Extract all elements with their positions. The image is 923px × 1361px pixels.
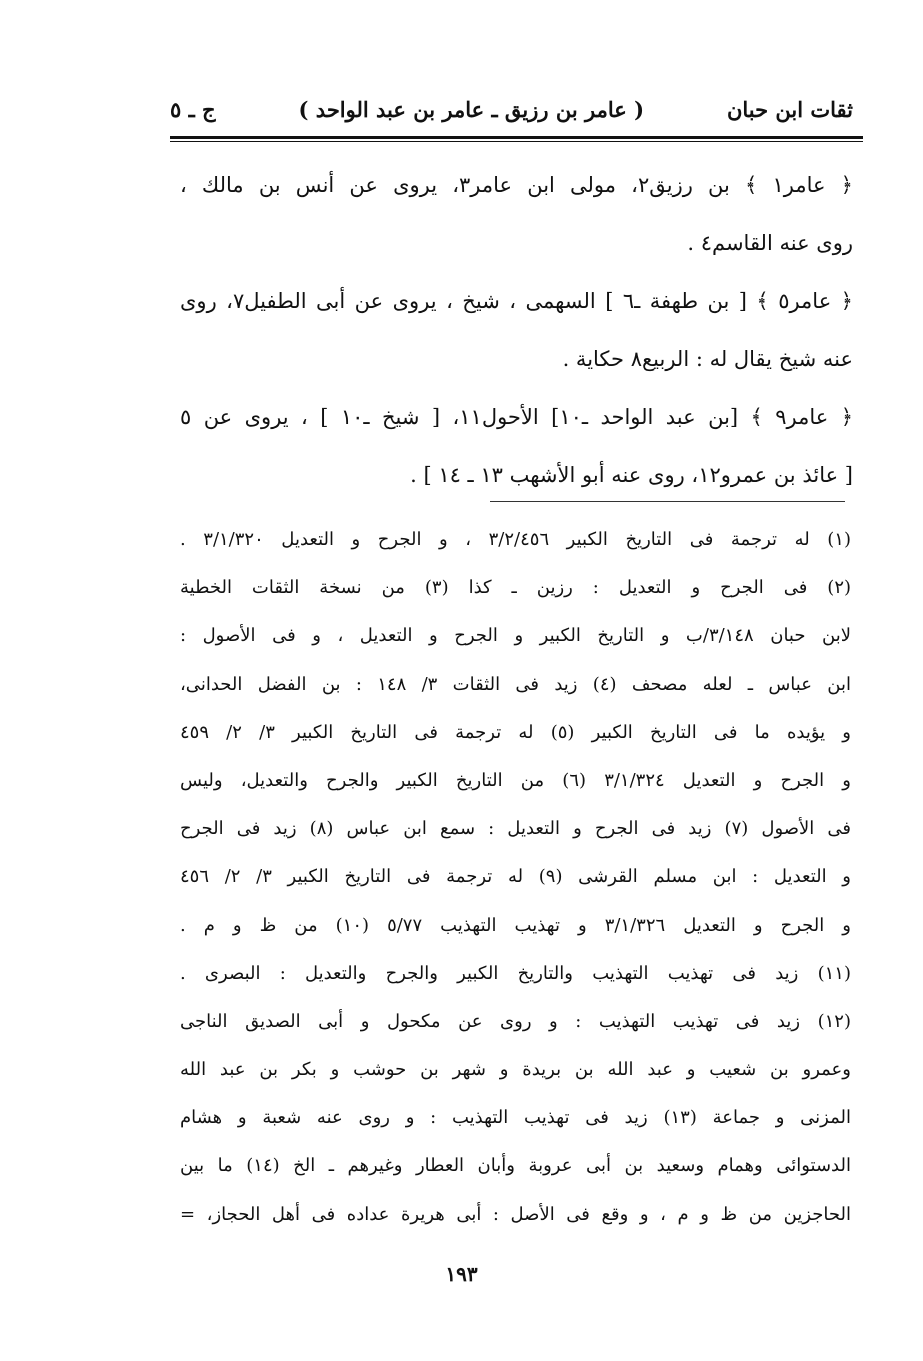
footnote-line: المزنى و جماعة (١٣) زيد فى تهذيب التهذيب : و روى عنه شعبة و هشام	[180, 1107, 851, 1129]
footnote-line: (٢) فى الجرح و التعديل : رزين ـ كذا (٣) من نسخة الثقات الخطية	[180, 577, 851, 599]
entry-line: عنه شيخ يقال له : الربيع٨ حكاية .	[562, 347, 853, 371]
book-title: ثقات ابن حبان	[726, 96, 853, 122]
header-rule-thin	[170, 141, 863, 142]
footnotes	[180, 516, 851, 1239]
running-head	[170, 92, 853, 126]
footnote-line: ابن عباس ـ لعله مصحف (٤) زيد فى الثقات ٣/ ١٤٨ : بن الفضل الحدانى،	[180, 673, 851, 695]
footnote-separator	[490, 501, 845, 502]
footnote-line: و الجرح و التعديل ٣/١/٣٢٤ (٦) من التاريخ الكبير والجرح والتعديل، وليس	[180, 769, 851, 791]
header-rule	[170, 136, 863, 139]
volume-number: ج ـ ٥	[170, 96, 216, 122]
entry-line: ﴿ عامر٥ ﴾ [ بن طهفة ـ٦ ] السهمى ، شيخ ، يروى عن أبى الطفيل٧، روى	[180, 289, 853, 313]
footnote-line: (١١) زيد فى تهذيب التهذيب والتاريخ الكبير والجرح والتعديل : البصرى .	[180, 962, 851, 984]
footnote-line: الدستوائى وهمام وسعيد بن أبى عروبة وأبان العطار وغيرهم ـ الخ (١٤) ما بين	[180, 1155, 851, 1177]
footnote-line: الحاجزين من ظ و م ، و وقع فى الأصل : أبى هريرة عداده فى أهل الحجاز، =	[180, 1203, 851, 1225]
entry-line: ﴿ عامر٩ ﴾ [بن عبد الواحد ـ١٠] الأحول١١، [ شيخ ـ١٠ ] ، يروى عن ٥	[180, 405, 853, 429]
footnote-line: فى الأصول (٧) زيد فى الجرح و التعديل : سمع ابن عباس (٨) زيد فى الجرح	[180, 818, 851, 840]
footnote-line: وعمرو بن شعيب و عبد الله بن بريدة و شهر بن حوشب و بكر بن عبد الله	[180, 1059, 851, 1081]
footnote-line: و الجرح و التعديل ٣/١/٣٢٦ و تهذيب التهذيب ٥/٧٧ (١٠) من ظ و م .	[180, 914, 851, 936]
footnote-line: و التعديل : ابن مسلم القرشى (٩) له ترجمة فى التاريخ الكبير ٣/ ٢/ ٤٥٦	[180, 866, 851, 888]
entry-line: روى عنه القاسم٤ .	[687, 231, 853, 255]
section-title: ( عامر بن رزيق ـ عامر بن عبد الواحد )	[298, 96, 645, 122]
footnote-line: (١) له ترجمة فى التاريخ الكبير ٣/٢/٤٥٦ ، و الجرح و التعديل ٣/١/٣٢٠ .	[180, 529, 851, 550]
main-text	[180, 156, 853, 504]
footnote-line: و يؤيده ما فى التاريخ الكبير (٥) له ترجمة فى التاريخ الكبير ٣/ ٢/ ٤٥٩	[180, 721, 851, 743]
entry-line: ﴿ عامر١ ﴾ بن رزيق٢، مولى ابن عامر٣، يروى عن أنس بن مالك ،	[180, 173, 853, 197]
page-number: ١٩٣	[445, 1262, 478, 1286]
footnote-line: لابن حبان ٣/١٤٨/ب و التاريخ الكبير و الجرح و التعديل ، و فى الأصول :	[180, 625, 851, 647]
footnote-line: (١٢) زيد فى تهذيب التهذيب : و روى عن مكحول و أبى الصديق الناجى	[180, 1010, 851, 1032]
entry-line: [ عائذ بن عمرو١٢، روى عنه أبو الأشهب ١٣ ـ ١٤ ] .	[410, 463, 853, 487]
